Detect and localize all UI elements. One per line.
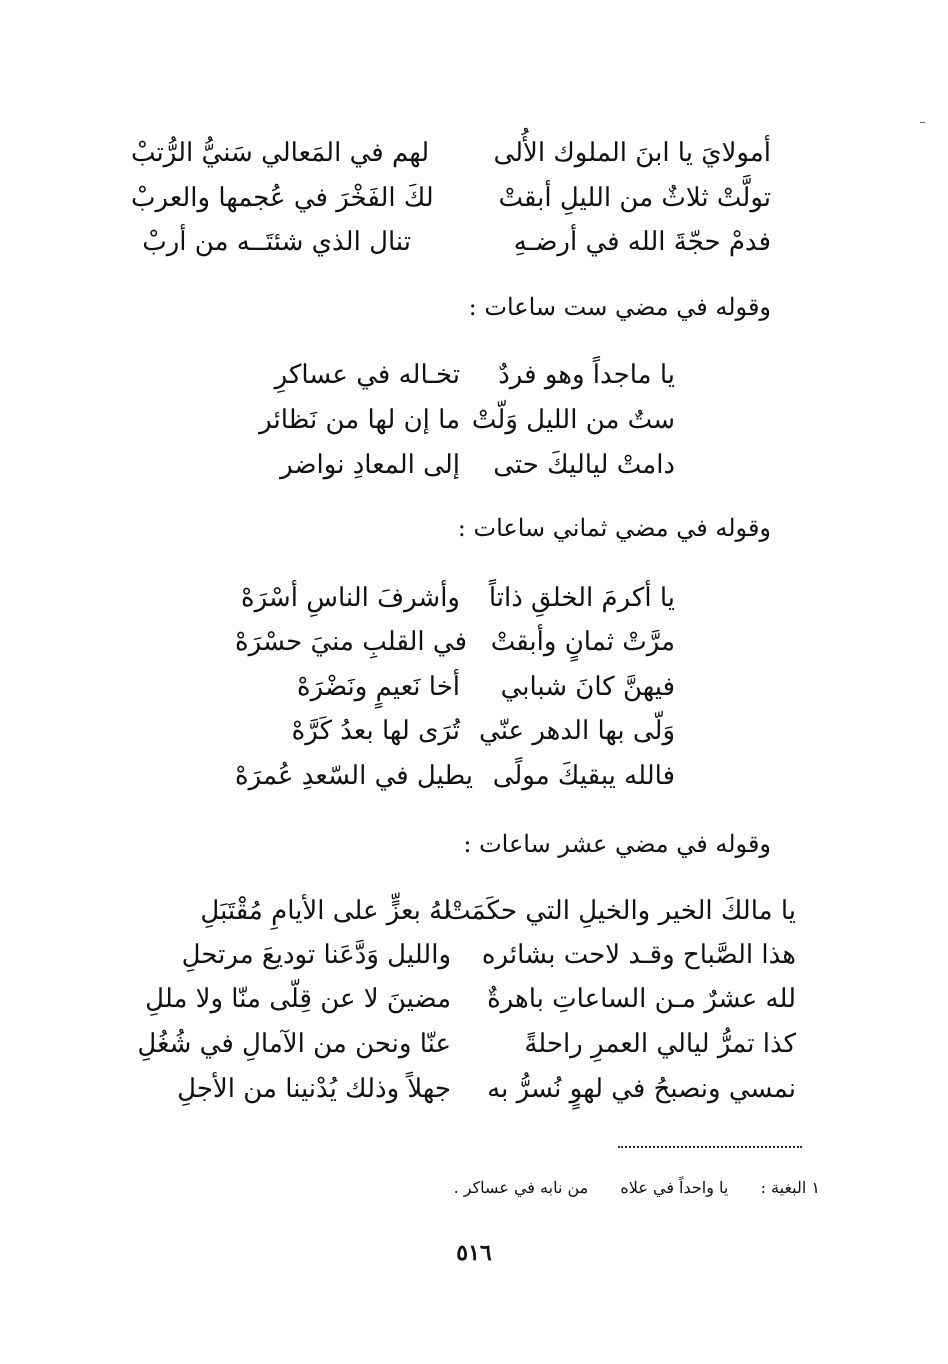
verse [116, 1076, 796, 1102]
verse-first-hemistich: فالله يبقيكَ مولًى [492, 761, 675, 791]
page-number: ٥١٦ [456, 1240, 492, 1266]
verse-first-hemistich: لله عشرٌ مـن الساعاتِ باهرةٌ [487, 984, 796, 1014]
scan-mark [920, 122, 925, 123]
verse-first-hemistich: هذا الصَّباح وقـد لاحت بشائره [481, 940, 796, 970]
footnote-source: البغية : [760, 1178, 807, 1197]
verse [116, 942, 796, 968]
verse [245, 452, 675, 478]
verse [131, 229, 771, 255]
verse-second-hemistich: والليل وَدَّعَنا توديعَ مرتحلِ [181, 940, 451, 970]
section-caption: وقوله في مضي ثماني ساعات : [457, 514, 771, 542]
verse-first-hemistich: يا ماجداً وهو فردٌ [498, 360, 675, 390]
footnote [454, 1178, 820, 1197]
verse-second-hemistich: يطيل في السّعدِ عُمرَهْ [235, 761, 474, 791]
verse-second-hemistich: لهم في المَعالي سَنيُّ الرُّتبْ [131, 138, 430, 168]
verse-first-hemistich: نمسي ونصبحُ في لهوٍ نُسرُّ به [487, 1074, 796, 1104]
verse-second-hemistich: لهُ بعزٍّ على الأيامِ مُقْتَبَلِ [200, 896, 451, 926]
verse-second-hemistich: تنال الذي شئتَــه من أربْ [142, 227, 411, 257]
verse [235, 585, 675, 611]
verse-first-hemistich: تولَّتْ ثلاثٌ من الليلِ أبقتْ [498, 183, 771, 213]
verse-second-hemistich: جهلاً وذلك يُدْنينا من الأجلِ [177, 1074, 451, 1104]
footnote-text-first: يا واحداً في علاه [620, 1178, 729, 1197]
verse-second-hemistich: إلى المعادِ نواضر [280, 450, 460, 480]
verse-first-hemistich: وَلّى بها الدهر عنّي [479, 716, 675, 746]
verse-first-hemistich: يا أكرمَ الخلقِ ذاتاً [488, 583, 675, 613]
verse-first-hemistich: دامتْ لياليكَ حتى [493, 450, 675, 480]
verse [116, 1031, 796, 1057]
verse [116, 986, 796, 1012]
verse-first-hemistich: كذا تمرُّ ليالي العمرِ راحلةً [524, 1029, 796, 1059]
verse-second-hemistich: ما إن لها من نَظائر [259, 405, 460, 435]
verse [235, 763, 675, 789]
footnote-number: ١ [811, 1178, 820, 1197]
verse-second-hemistich: أخا نَعيمٍ ونَضْرَهْ [297, 672, 460, 702]
verse-first-hemistich: يا مالكَ الخير والخيلِ التي حكَمَتْ [446, 896, 796, 926]
verse [245, 362, 675, 388]
verse [235, 629, 675, 655]
verse-second-hemistich: تخـاله في عساكرِ [274, 360, 460, 390]
verse-first-hemistich: فيهنَّ كانَ شبابي [500, 672, 675, 702]
verse [245, 407, 675, 433]
verse [235, 718, 675, 744]
section-caption: وقوله في مضي ست ساعات : [468, 293, 771, 321]
verse-first-hemistich: مرَّتْ ثمانٍ وأبقتْ [490, 627, 675, 657]
verse-second-hemistich: في القلبِ منيَ حسْرَهْ [235, 627, 468, 657]
verse-second-hemistich: مضينَ لا عن قِلّى منّا ولا مللِ [145, 984, 451, 1014]
verse-second-hemistich: عنّا ونحن من الآمالِ في شُغُلِ [137, 1029, 451, 1059]
verse [116, 898, 796, 924]
footnote-separator [618, 1146, 802, 1148]
verse [131, 140, 771, 166]
verse [235, 674, 675, 700]
section-caption: وقوله في مضي عشر ساعات : [463, 830, 771, 858]
verse-first-hemistich: فدمْ حجّةَ الله في أرضـهِ [513, 227, 771, 257]
footnote-text-second: من نابه في عساكر . [453, 1178, 589, 1197]
verse-second-hemistich: وأشرفَ الناسِ أسْرَهْ [240, 583, 460, 613]
verse [131, 185, 771, 211]
verse-first-hemistich: ستٌ من الليل وَلّتْ [471, 405, 675, 435]
verse-second-hemistich: لكَ الفَخْرَ في عُجمها والعربْ [131, 183, 434, 213]
verse-first-hemistich: أمولايَ يا ابنَ الملوك الأُلى [493, 138, 771, 168]
verse-second-hemistich: تُرَى لها بعدُ كَرَّهْ [291, 716, 460, 746]
